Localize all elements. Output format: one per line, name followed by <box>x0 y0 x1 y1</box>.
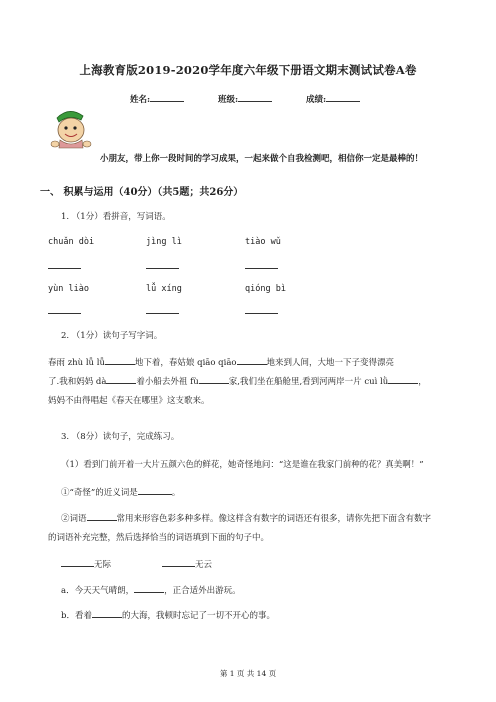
passage-text: 妈妈不由得唱起《春天在哪里》这支歌来。 <box>48 396 210 406</box>
score-label: 成绩: <box>306 95 327 105</box>
question-3-sub-2: ②词语 常用来形容色彩多种多样。像这样含有数字的词语还有很多，请你先把下面含有数字 的词语补充完整，然后选择恰当的词语填到下面的句子中。 <box>48 510 468 548</box>
answer-line-5[interactable] <box>146 313 179 314</box>
fill-item-1: 无际 <box>61 557 111 570</box>
passage-text: 着小船去外祖 fù <box>136 377 199 387</box>
answer-blank[interactable] <box>138 485 172 495</box>
passage-text: 地来到人间，大地一下子变得漂亮 <box>266 358 395 368</box>
answer-blank[interactable] <box>199 374 229 384</box>
question-1-stem: 1. （1分）看拼音，写词语。 <box>61 212 171 222</box>
answer-blank[interactable] <box>105 355 135 365</box>
answer-blank[interactable] <box>106 374 136 384</box>
answer-blank[interactable] <box>61 557 94 567</box>
encouragement-text: 小朋友，带上你一段时间的学习成果，一起来做个自我检测吧，相信你一定是最棒的！ <box>100 154 424 164</box>
answer-line-6[interactable] <box>245 313 278 314</box>
pinyin-3: tiào wǔ <box>245 237 281 247</box>
passage-text: 春雨 zhù lǚ lǚ <box>48 358 105 368</box>
score-blank[interactable] <box>326 101 360 102</box>
page-footer: 第 1 页 共 14 页 <box>219 669 277 678</box>
pinyin-4: yùn liào <box>48 284 89 294</box>
answer-blank[interactable] <box>92 608 122 618</box>
pinyin-2: jìng lì <box>146 237 182 247</box>
section-1-heading: 一、 积累与运用（40分）（共5题；共26分） <box>40 187 244 198</box>
passage-text: 地下着，春姑娘 qiāo qiāo <box>134 358 237 368</box>
answer-line-2[interactable] <box>146 268 179 269</box>
class-field <box>218 93 272 105</box>
class-blank[interactable] <box>238 101 272 102</box>
question-3-sentence: （1）看到门前开着一大片五颜六色的鲜花，她奇怪地问：“这是谁在我家门前种的花？真美啊！” <box>61 460 424 470</box>
question-3-sub-1: ①“奇怪”的近义词是 。 <box>61 485 180 498</box>
answer-blank[interactable] <box>388 374 418 384</box>
answer-line-4[interactable] <box>48 313 81 314</box>
document-title: 上海教育版2019-2020学年度六年级下册语文期末测试试卷A卷 <box>79 63 417 77</box>
pinyin-5: lǚ xíng <box>146 284 182 294</box>
pinyin-1: chuǎn dòi <box>48 237 95 247</box>
question-2-stem: 2. （1分）读句子写字词。 <box>61 331 163 341</box>
name-field <box>130 93 184 105</box>
answer-blank[interactable] <box>237 355 267 365</box>
answer-line-3[interactable] <box>245 268 278 269</box>
answer-line-1[interactable] <box>48 268 81 269</box>
answer-blank[interactable] <box>162 557 195 567</box>
name-label: 姓名: <box>130 95 151 105</box>
fill-item-2: 无云 <box>162 557 212 570</box>
passage-text: ， <box>418 377 427 387</box>
name-blank[interactable] <box>150 101 184 102</box>
class-label: 班级: <box>218 95 239 105</box>
question-3-item-b: b．看着 的大海，我顿时忘记了一切不开心的事。 <box>61 608 275 621</box>
passage-text: 了.我和妈妈 dà <box>48 377 107 387</box>
question-3-item-a: a．今天天气晴朗， ，正合适外出游玩。 <box>61 583 241 596</box>
answer-blank[interactable] <box>87 511 117 521</box>
pinyin-6: qióng bì <box>245 284 286 294</box>
answer-blank[interactable] <box>134 583 164 593</box>
question-3-stem: 3. （8分）读句子，完成练习。 <box>61 432 180 442</box>
passage-text: 家,我们坐在船舱里,看到河两岸一片 cuì lǜ <box>228 377 389 387</box>
cartoon-boy-icon <box>45 104 95 154</box>
score-field <box>306 93 360 105</box>
question-2-passage <box>48 354 468 411</box>
